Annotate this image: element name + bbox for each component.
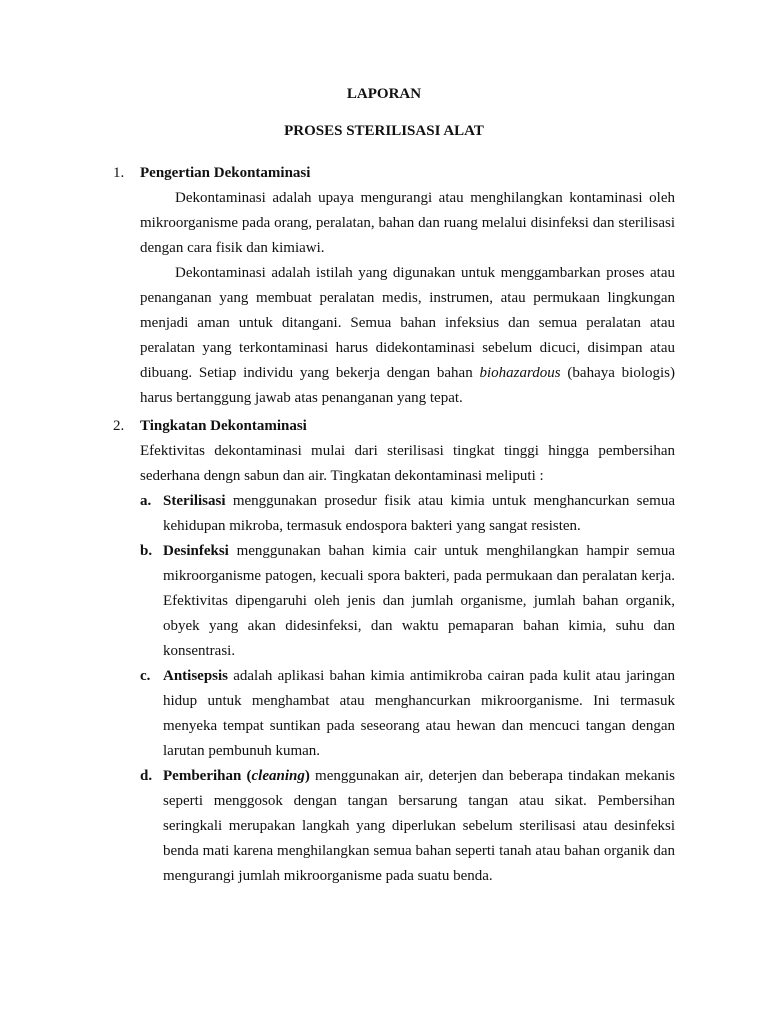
- list-item-letter: a.: [140, 493, 152, 509]
- list-item-term: Antisepsis: [163, 668, 229, 684]
- paragraph-2-italic-term: biohazardous: [479, 365, 561, 381]
- section-1-paragraph-2: [140, 261, 675, 411]
- paragraph-2-text-a: Dekontaminasi adalah istilah yang digunakan untuk menggambarkan proses atau penanganan yang membuat peralatan medis, instrumen, atau permukaan lingkungan menjadi aman untuk ditangani. Semua bahan infeksius dan semua peralatan atau peralatan yang terkontaminasi harus didekontaminasi sebelum dicuci, disimpan atau dibuang. Setiap individu yang bekerja dengan bahan: [140, 265, 675, 381]
- list-item-text: adalah aplikasi bahan kimia antimikroba cairan pada kulit atau jaringan hidup untuk menghambat atau menghancurkan mikroorganisme. Ini termasuk menyeka tempat suntikan pada seseorang atau hewan dan mencuci tangan dengan larutan pembunuh kuman.: [163, 668, 675, 759]
- list-item-text: menggunakan bahan kimia cair untuk menghilangkan hampir semua mikroorganisme patogen, kecuali spora bakteri, pada permukaan dan peralatan kerja. Efektivitas dipengaruhi oleh jenis dan jumlah organisme, jumlah bahan organik, obyek yang akan didesinfeksi, dan waktu pemaparan bahan kimia, suhu dan konsentrasi.: [163, 543, 675, 659]
- list-item-term-open: Pemberihan (: [163, 768, 252, 784]
- section-1-paragraph-1: Dekontaminasi adalah upaya mengurangi atau menghilangkan kontaminasi oleh mikroorganisme pada orang, peralatan, bahan dan ruang melalui disinfeksi dan sterilisasi dengan cara fisik dan kimiawi.: [140, 190, 675, 256]
- paragraph-2-text-b: (bahaya biologis) harus bertanggung jawab atas penanganan yang tepat.: [140, 365, 675, 406]
- section-1-heading: Pengertian Dekontaminasi: [140, 165, 311, 181]
- list-item-term: Desinfeksi: [163, 543, 229, 559]
- list-item-letter: c.: [140, 668, 151, 684]
- section-2-intro: Efektivitas dekontaminasi mulai dari sterilisasi tingkat tinggi hingga pembersihan sederhana dengn sabun dan air. Tingkatan dekontaminasi meliputi :: [140, 443, 675, 484]
- list-item-term: [163, 768, 310, 784]
- list-item-d: [140, 764, 675, 889]
- list-item-term-close: ): [304, 768, 310, 784]
- section-2: [113, 414, 675, 889]
- list-item-letter: b.: [140, 543, 153, 559]
- section-2-heading: Tingkatan Dekontaminasi: [140, 418, 307, 434]
- list-item-term: Sterilisasi: [163, 493, 226, 509]
- section-1-number: 1.: [113, 165, 125, 181]
- document-body: [113, 161, 675, 889]
- list-item-text: menggunakan air, deterjen dan beberapa tindakan mekanis seperti menggosok dengan tangan bersarung tangan atau sikat. Pembersihan seringkali merupakan langkah yang diperlukan sebelum sterilisasi atau desinfeksi benda mati karena menghilangkan semua bahan seperti tanah atau bahan organik dan mengurangi jumlah mikroorganisme pada suatu benda.: [163, 768, 675, 884]
- list-item-c: [140, 664, 675, 764]
- list-item-text: menggunakan prosedur fisik atau kimia untuk menghancurkan semua kehidupan mikroba, termasuk endospora bakteri yang sangat resisten.: [163, 493, 675, 534]
- list-item-a: [140, 489, 675, 539]
- list-item-b: [140, 539, 675, 664]
- list-item-letter: d.: [140, 768, 153, 784]
- section-1: [113, 161, 675, 411]
- document-subtitle: PROSES STERILISASI ALAT: [284, 123, 484, 139]
- document-title: LAPORAN: [346, 86, 422, 102]
- list-item-term-italic: cleaning: [251, 768, 305, 784]
- section-2-number: 2.: [113, 418, 125, 434]
